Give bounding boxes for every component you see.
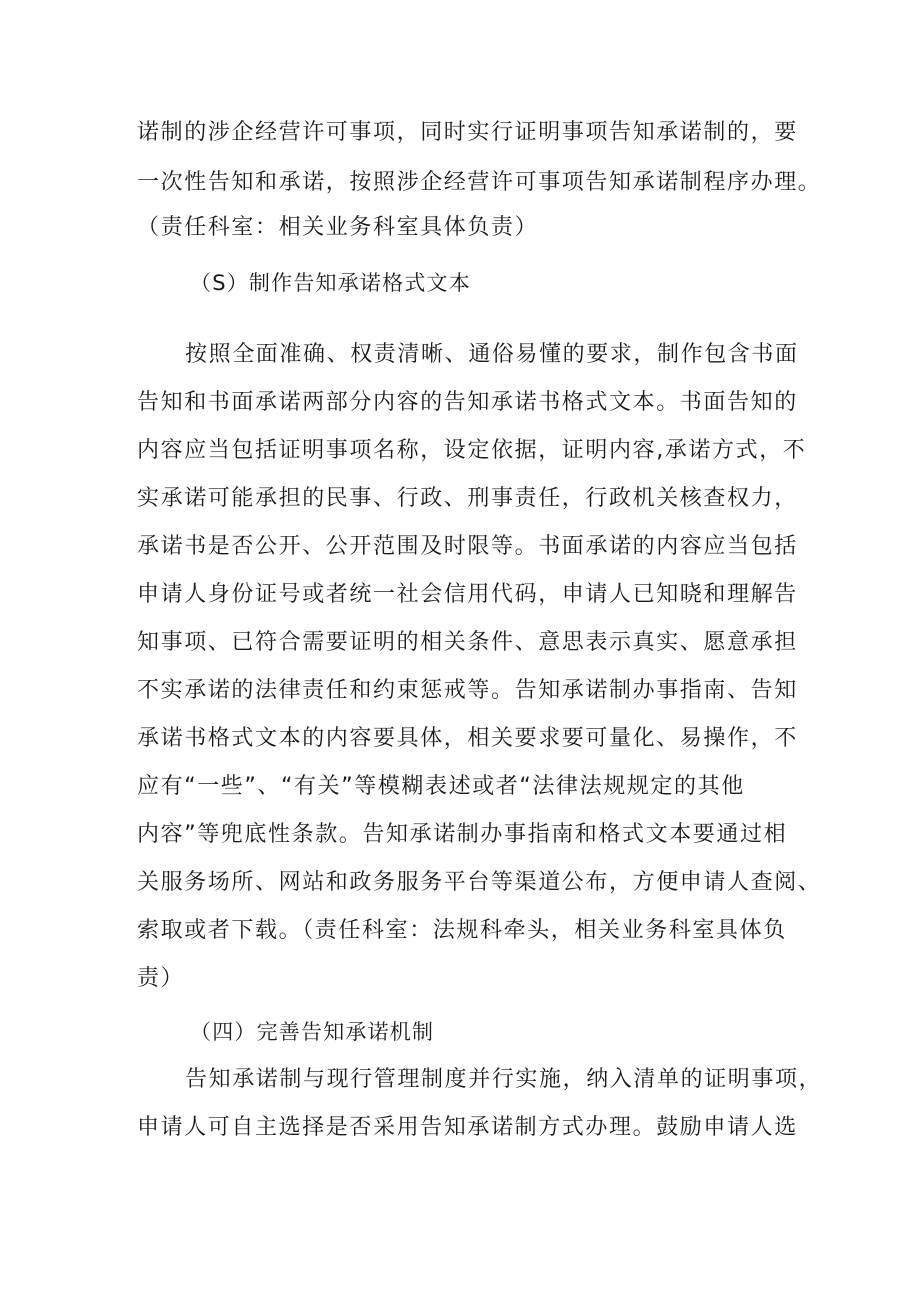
body-text-line: 应有“一些”、“有关”等模糊表述或者“法律法规规定的其他 xyxy=(137,774,745,799)
body-text-line: 承诺书是否公开、公开范围及时限等。书面承诺的内容应当包括 xyxy=(137,534,798,559)
body-text-line: 实承诺可能承担的民事、行政、刑事责任，行政机关核查权力， xyxy=(137,486,798,511)
section-heading: （S）制作告知承诺格式文本 xyxy=(190,271,471,295)
body-text-line: 承诺书格式文本的内容要具体，相关要求要可量化、易操作，不 xyxy=(137,726,798,751)
paragraph-first-line: 按照全面准确、权责清晰、通俗易懂的要求，制作包含书面 xyxy=(185,342,799,367)
body-text-line: 一次性告知和承诺，按照涉企经营许可事项告知承诺制程序办理。 xyxy=(137,170,822,195)
body-text-line: （责任科室：相关业务科室具体负责） xyxy=(137,215,539,240)
body-text-line: 申请人身份证号或者统一社会信用代码，申请人已知晓和理解告 xyxy=(137,582,798,607)
body-text-line: 不实承诺的法律责任和约束惩戒等。告知承诺制办事指南、告知 xyxy=(137,678,798,703)
body-text-line: 告知和书面承诺两部分内容的告知承诺书格式文本。书面告知的 xyxy=(137,390,798,415)
body-text-line: 知事项、已符合需要证明的相关条件、意思表示真实、愿意承担 xyxy=(137,630,798,655)
body-text-line: 责） xyxy=(137,966,185,991)
body-text-line: 关服务场所、网站和政务服务平台等渠道公布，方便申请人查阅、 xyxy=(137,870,822,895)
paragraph-first-line: 告知承诺制与现行管理制度并行实施，纳入清单的证明事项， xyxy=(185,1067,823,1092)
body-text-line: 诺制的涉企经营许可事项，同时实行证明事项告知承诺制的，要 xyxy=(137,120,798,145)
body-text-line: 申请人可自主选择是否采用告知承诺制方式办理。鼓励申请人选 xyxy=(137,1115,798,1140)
section-heading: （四）完善告知承诺机制 xyxy=(190,1020,435,1044)
body-text-line: 索取或者下载。（责任科室：法规科牵头，相关业务科室具体负 xyxy=(137,918,787,943)
body-text-line: 内容应当包括证明事项名称，设定依据，证明内容,承诺方式，不 xyxy=(137,438,807,463)
body-text-line: 内容”等兜底性条款。告知承诺制办事指南和格式文本要通过相 xyxy=(137,822,788,847)
